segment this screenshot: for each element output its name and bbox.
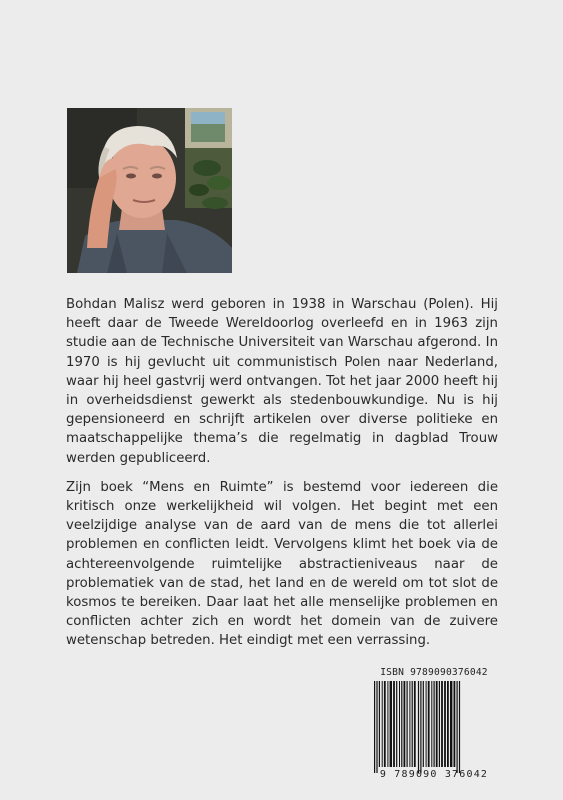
isbn-label: ISBN 9789090376042 xyxy=(380,667,488,678)
barcode-bar xyxy=(379,681,380,767)
barcode-bar xyxy=(431,681,432,767)
barcode-bar xyxy=(404,681,406,767)
barcode-bar xyxy=(401,681,402,767)
barcode-bar xyxy=(420,681,421,773)
barcode-bar xyxy=(376,681,377,773)
barcode-bar xyxy=(407,681,408,767)
barcode-bar xyxy=(393,681,395,767)
barcode-bar xyxy=(450,681,452,767)
barcode-bar xyxy=(390,681,392,767)
barcode-bar xyxy=(434,681,435,767)
barcode-bar xyxy=(418,681,419,773)
barcode-bar xyxy=(409,681,410,767)
barcode-bar xyxy=(459,681,460,773)
barcode-bar xyxy=(436,681,438,767)
isbn-barcode xyxy=(368,667,500,787)
barcode-bar xyxy=(457,681,458,773)
barcode-bar xyxy=(423,681,424,767)
barcode-bar xyxy=(454,681,456,767)
barcode-bar xyxy=(447,681,449,767)
author-portrait-image xyxy=(67,108,232,273)
author-photo xyxy=(67,108,232,273)
barcode-bar xyxy=(414,681,416,767)
barcode-bar xyxy=(382,681,383,767)
barcode-bar xyxy=(444,681,446,767)
barcode-digits: 9 789090 376042 xyxy=(379,769,489,780)
barcode-bar xyxy=(399,681,400,767)
bio-paragraph-1: Bohdan Malisz werd geboren in 1938 in Warschau (Polen). Hij heeft daar de Tweede Wereldoorlog overleefd en in 1963 zijn studie aan de Technische Universiteit van Warschau afgerond. In 1970 is hij gevlucht uit communistisch Polen naar Nederland, waar hij heel gastvrij werd ontvangen. Tot het jaar 2000 heeft hij in overheidsdienst gewerkt als stedenbouwkundige. Nu is hij gepensioneerd en schrijft artikelen over diverse politieke en maatschappelijke thema’s die regelmatig in dagblad Trouw werden gepubliceerd. xyxy=(66,297,498,466)
bio-paragraph-2: Zijn boek “Mens en Ruimte” is bestemd voor iedereen die kritisch onze werkelijkheid wil volgen. Het begint met een veelzijdige analyse van de aard van de mens die tot allerlei problemen en conflicten leidt. Vervolgens klimt het boek via de achtereenvolgende ruimtelijke abstractieniveaus naar de problematiek van de stad, het land en de wereld om tot slot de kosmos te bereiken. Daar laat het alle menselijke problemen en conflicten achter zich en wordt het domein van de zuivere wetenschap betreden. Het eindigt met een verrassing. xyxy=(66,479,498,649)
barcode-bar xyxy=(426,681,427,767)
barcode-bar xyxy=(384,681,386,767)
barcode-bar xyxy=(396,681,397,767)
barcode-bar xyxy=(441,681,443,767)
barcode-bar xyxy=(439,681,440,767)
barcode-bar xyxy=(412,681,413,767)
barcode-bar xyxy=(428,681,430,767)
barcode-bar xyxy=(387,681,388,767)
author-biography xyxy=(66,295,498,661)
barcode-bar xyxy=(374,681,375,773)
